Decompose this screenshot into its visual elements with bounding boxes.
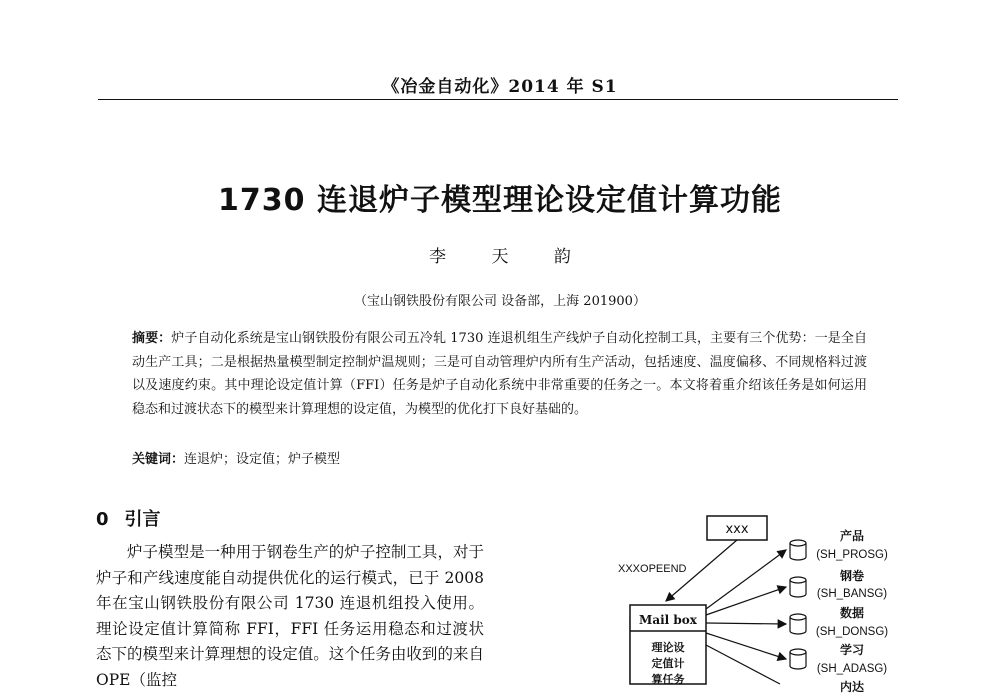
store-code-4: (SH_ADASG): [816, 663, 888, 675]
store-name-4: 学习: [839, 643, 865, 657]
task-line-2: 定值计: [651, 657, 685, 670]
section-heading: [96, 505, 161, 531]
task-line-1: 理论设: [651, 641, 685, 654]
affiliation: （宝山钢铁股份有限公司 设备部，上海 201900）: [354, 294, 646, 309]
section-title: 引言: [124, 509, 161, 530]
abstract-label: 摘要：: [132, 331, 172, 346]
keywords: [132, 448, 867, 472]
source-box-label: xxx: [725, 522, 749, 537]
task-line-3: 算任务: [651, 673, 685, 686]
store-code-3: (SH_DONSG): [815, 626, 889, 638]
store-code-2: (SH_BANSG): [816, 588, 888, 600]
store-cylinder-2: [790, 577, 806, 597]
journal-header: 《冶金自动化》2014 年 S1: [382, 77, 618, 97]
mailbox-label: Mail box: [639, 613, 697, 627]
abstract-text: 炉子自动化系统是宝山钢铁股份有限公司五冷轧 1730 连退机组生产线炉子自动化控制工具，主要有三个优势：一是全自动生产工具；二是根据热量模型制定控制炉温规则；三是可自动管理炉内所有生产活动，包括速度、温度偏移、不同规格料过渡以及速度约束。其中理论设定值计算（FFI）任务是炉子自动化系统中非常重要的任务之一。本文将着重介绍该任务是如何运用稳态和过渡状态下的模型来计算理想的设定值，为模型的优化打下良好基础的。: [132, 331, 867, 417]
store-name-5-partial: 内达: [839, 680, 865, 693]
store-cylinder-4: [790, 649, 806, 669]
arrow-to-store-1: [706, 550, 786, 609]
arrow-to-store-3: [706, 623, 786, 624]
event-arrow-label: XXXOPEEND: [618, 563, 687, 575]
header-rule: [98, 99, 898, 100]
store-name-3: 数据: [839, 606, 865, 620]
intro-paragraph: 炉子模型是一种用于钢卷生产的炉子控制工具，对于炉子和产线速度能自动提供优化的运行模式，已于 2008 年在宝山钢铁股份有限公司 1730 连退机组投入使用。理论设定值计算简称 FFI，FFI 任务运用稳态和过渡状态下的模型来计算理想的设定值。这个任务由收到的来自 OPE（监控: [96, 543, 484, 689]
task-diagram: [590, 505, 910, 693]
keywords-label: 关键词：: [132, 452, 185, 467]
arrow-to-store-2: [706, 587, 786, 615]
arrow-to-store-5: [706, 645, 780, 684]
keywords-text: 连退炉；设定值；炉子模型: [184, 452, 341, 467]
store-cylinder-1: [790, 540, 806, 560]
author: 李 天 韵: [429, 247, 591, 267]
store-cylinder-3: [790, 614, 806, 634]
store-name-1: 产品: [839, 529, 865, 543]
abstract: [132, 327, 867, 421]
arrow-to-store-4: [706, 633, 786, 659]
paper-title: 1730 连退炉子模型理论设定值计算功能: [218, 183, 782, 218]
section-number: 0: [96, 509, 109, 530]
store-code-1: (SH_PROSG): [816, 549, 888, 561]
store-name-2: 钢卷: [839, 569, 865, 583]
